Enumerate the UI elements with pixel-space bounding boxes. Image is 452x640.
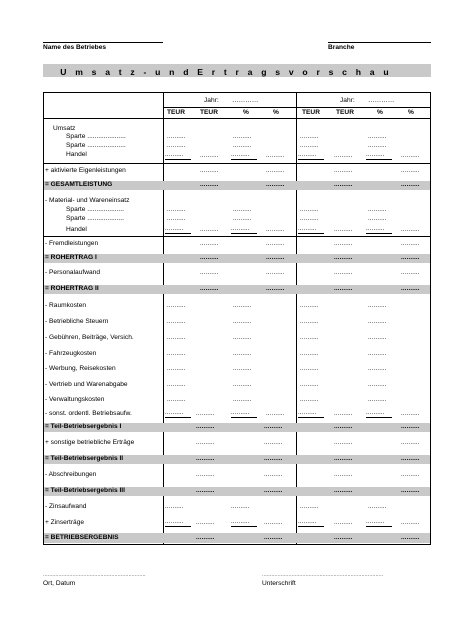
year-label-1: Jahr: bbox=[204, 97, 219, 104]
value-cell[interactable]: .......... bbox=[368, 134, 387, 140]
value-cell[interactable]: .......... bbox=[368, 397, 387, 403]
value-cell[interactable]: .......... bbox=[167, 216, 186, 222]
unit-header: TEUR bbox=[336, 109, 354, 116]
value-cell[interactable]: .......... bbox=[165, 226, 191, 234]
value-cell[interactable]: .......... bbox=[167, 335, 186, 341]
row-label-sparte: Sparte .................... bbox=[66, 206, 124, 213]
value-cell[interactable]: .......... bbox=[266, 255, 285, 261]
value-cell[interactable]: .......... bbox=[233, 216, 252, 222]
value-cell[interactable]: .......... bbox=[266, 182, 285, 188]
row-label-zinsertraege: + Zinserträge bbox=[45, 519, 85, 526]
value-cell[interactable]: .......... bbox=[401, 488, 420, 494]
value-cell[interactable]: .......... bbox=[334, 535, 353, 541]
value-cell[interactable]: .......... bbox=[366, 226, 392, 234]
place-date-label: Ort, Datum bbox=[43, 580, 76, 587]
value-cell[interactable]: .......... bbox=[368, 335, 387, 341]
value-cell[interactable]: .......... bbox=[368, 319, 387, 325]
year-value-1[interactable]: ………… bbox=[232, 97, 259, 104]
value-cell[interactable]: .......... bbox=[233, 303, 252, 309]
value-cell[interactable]: .......... bbox=[196, 456, 215, 462]
header-divider bbox=[163, 107, 431, 108]
value-cell[interactable]: .......... bbox=[334, 168, 353, 174]
value-cell[interactable]: .......... bbox=[300, 504, 319, 510]
value-cell[interactable]: .......... bbox=[264, 456, 283, 462]
row-label-verwaltung: - Verwaltungskosten bbox=[45, 396, 105, 403]
row-divider bbox=[43, 236, 431, 237]
row-divider bbox=[43, 163, 431, 164]
value-cell[interactable]: .......... bbox=[300, 216, 319, 222]
value-cell[interactable]: .......... bbox=[264, 520, 283, 526]
value-cell[interactable]: .......... bbox=[401, 456, 420, 462]
row-label-aktivierte: + aktivierte Eigenleistungen bbox=[45, 167, 126, 174]
value-cell[interactable]: .......... bbox=[401, 270, 420, 276]
unit-header: % bbox=[377, 109, 383, 116]
value-cell[interactable]: .......... bbox=[231, 152, 257, 160]
value-cell[interactable]: .......... bbox=[200, 227, 219, 233]
value-cell[interactable]: .......... bbox=[366, 152, 392, 160]
value-cell[interactable]: .......... bbox=[368, 216, 387, 222]
page-title: U m s a t z - u n d E r t r a g s v o r s c h a u bbox=[60, 67, 392, 77]
value-cell[interactable]: .......... bbox=[300, 134, 319, 140]
value-cell[interactable]: .......... bbox=[401, 472, 420, 478]
row-label-teil-2: = Teil-Betriebsergebnis II bbox=[45, 455, 124, 462]
row-label-teil-1: = Teil-Betriebsergebnis I bbox=[45, 423, 122, 430]
row-label-abschreibungen: - Abschreibungen bbox=[45, 471, 97, 478]
row-label-fremdleistungen: - Fremdleistungen bbox=[45, 240, 99, 247]
value-cell[interactable]: .......... bbox=[401, 440, 420, 446]
row-label-sparte: Sparte ..................... bbox=[66, 142, 126, 149]
value-cell[interactable]: .......... bbox=[334, 241, 353, 247]
place-date-line[interactable]: .................................................................. bbox=[43, 572, 146, 578]
value-cell[interactable]: .......... bbox=[300, 319, 319, 325]
value-cell[interactable]: .......... bbox=[233, 397, 252, 403]
unit-header: TEUR bbox=[302, 109, 320, 116]
value-cell[interactable]: .......... bbox=[368, 303, 387, 309]
value-cell[interactable]: .......... bbox=[334, 182, 353, 188]
unit-header: TEUR bbox=[200, 109, 218, 116]
row-label-umsatz: Umsatz bbox=[53, 125, 76, 132]
value-cell[interactable]: .......... bbox=[334, 153, 353, 159]
value-cell[interactable]: .......... bbox=[401, 535, 420, 541]
value-cell[interactable]: .......... bbox=[233, 351, 252, 357]
value-cell[interactable]: .......... bbox=[200, 255, 219, 261]
value-cell[interactable]: .......... bbox=[401, 255, 420, 261]
value-cell[interactable]: .......... bbox=[233, 143, 252, 149]
branch-label: Branche bbox=[328, 44, 355, 51]
value-cell[interactable]: .......... bbox=[167, 351, 186, 357]
value-cell[interactable]: .......... bbox=[200, 153, 219, 159]
value-cell[interactable]: .......... bbox=[334, 488, 353, 494]
value-cell[interactable]: .......... bbox=[298, 226, 324, 234]
row-label-sparte: Sparte .................... bbox=[66, 215, 124, 222]
value-cell[interactable]: .......... bbox=[300, 351, 319, 357]
value-cell[interactable]: .......... bbox=[401, 286, 420, 292]
value-cell[interactable]: .......... bbox=[167, 382, 186, 388]
value-cell[interactable]: .......... bbox=[165, 152, 191, 160]
value-cell[interactable]: .......... bbox=[401, 182, 420, 188]
header-bottom bbox=[43, 118, 431, 119]
value-cell[interactable]: .......... bbox=[200, 241, 219, 247]
value-cell[interactable]: .......... bbox=[366, 410, 392, 418]
value-cell[interactable]: .......... bbox=[300, 207, 319, 213]
row-label-raumkosten: - Raumkosten bbox=[45, 302, 87, 309]
value-cell[interactable]: .......... bbox=[334, 440, 353, 446]
value-cell[interactable]: .......... bbox=[264, 440, 283, 446]
value-cell[interactable]: .......... bbox=[300, 335, 319, 341]
value-cell[interactable]: .......... bbox=[233, 366, 252, 372]
value-cell[interactable]: .......... bbox=[167, 397, 186, 403]
col-divider bbox=[163, 92, 164, 545]
value-cell[interactable]: .......... bbox=[167, 143, 186, 149]
row-label-rohertrag-1: = ROHERTRAG I bbox=[45, 254, 97, 261]
value-cell[interactable]: .......... bbox=[298, 519, 324, 527]
subtotal-band bbox=[44, 254, 430, 263]
value-cell[interactable]: .......... bbox=[300, 382, 319, 388]
row-label-sonstige-ertraege: + sonstige betriebliche Erträge bbox=[45, 439, 135, 446]
value-cell[interactable]: .......... bbox=[167, 303, 186, 309]
value-cell[interactable]: .......... bbox=[334, 456, 353, 462]
value-cell[interactable]: .......... bbox=[233, 134, 252, 140]
value-cell[interactable]: .......... bbox=[264, 488, 283, 494]
value-cell[interactable]: .......... bbox=[298, 410, 324, 418]
value-cell[interactable]: .......... bbox=[368, 143, 387, 149]
signature-line[interactable]: .............................................................................. bbox=[262, 572, 384, 578]
company-name-label: Name des Betriebes bbox=[43, 44, 107, 51]
value-cell[interactable]: .......... bbox=[196, 520, 215, 526]
row-label-rohertrag-2: = ROHERTRAG II bbox=[45, 285, 99, 292]
value-cell[interactable]: .......... bbox=[231, 519, 257, 527]
value-cell[interactable]: .......... bbox=[266, 168, 285, 174]
subtotal-band bbox=[44, 285, 430, 294]
row-label-material: - Material- und Wareneinsatz bbox=[45, 197, 130, 204]
value-cell[interactable]: .......... bbox=[266, 270, 285, 276]
value-cell[interactable]: .......... bbox=[200, 270, 219, 276]
value-cell[interactable]: .......... bbox=[233, 319, 252, 325]
branch-line[interactable] bbox=[328, 42, 431, 43]
company-name-line[interactable] bbox=[43, 42, 163, 43]
value-cell[interactable]: .......... bbox=[401, 411, 420, 417]
value-cell[interactable]: .......... bbox=[231, 410, 257, 418]
row-label-zinsaufwand: - Zinsaufwand bbox=[45, 503, 87, 510]
value-cell[interactable]: .......... bbox=[334, 255, 353, 261]
row-label-betriebsergebnis: = BETRIEBSERGEBNIS bbox=[45, 534, 119, 541]
value-cell[interactable]: .......... bbox=[200, 182, 219, 188]
value-cell[interactable]: .......... bbox=[334, 424, 353, 430]
value-cell[interactable]: .......... bbox=[200, 286, 219, 292]
value-cell[interactable]: .......... bbox=[264, 535, 283, 541]
value-cell[interactable]: .......... bbox=[298, 152, 324, 160]
value-cell[interactable]: .......... bbox=[368, 366, 387, 372]
value-cell[interactable]: .......... bbox=[165, 410, 191, 418]
value-cell[interactable]: .......... bbox=[196, 488, 215, 494]
value-cell[interactable]: .......... bbox=[165, 519, 191, 527]
value-cell[interactable]: .......... bbox=[334, 411, 353, 417]
value-cell[interactable]: .......... bbox=[266, 153, 285, 159]
signature-label: Unterschrift bbox=[262, 580, 296, 587]
value-cell[interactable]: .......... bbox=[334, 472, 353, 478]
value-cell[interactable]: .......... bbox=[233, 335, 252, 341]
row-label-steuern: - Betriebliche Steuern bbox=[45, 318, 109, 325]
row-label-sparte: Sparte ..................... bbox=[66, 133, 126, 140]
value-cell[interactable]: .......... bbox=[401, 424, 420, 430]
unit-header: TEUR bbox=[167, 109, 185, 116]
value-cell[interactable]: .......... bbox=[334, 520, 353, 526]
value-cell[interactable]: .......... bbox=[196, 535, 215, 541]
value-cell[interactable]: .......... bbox=[264, 424, 283, 430]
row-label-handel: Handel bbox=[66, 151, 87, 158]
value-cell[interactable]: .......... bbox=[401, 520, 420, 526]
value-cell[interactable]: .......... bbox=[264, 472, 283, 478]
row-label-werbung: - Werbung, Reisekosten bbox=[45, 365, 116, 372]
value-cell[interactable]: .......... bbox=[266, 227, 285, 233]
value-cell[interactable]: .......... bbox=[167, 366, 186, 372]
row-label-vertrieb: - Vertrieb und Warenabgabe bbox=[45, 381, 128, 388]
value-cell[interactable]: .......... bbox=[167, 319, 186, 325]
value-cell[interactable]: .......... bbox=[167, 207, 186, 213]
value-cell[interactable]: .......... bbox=[231, 504, 250, 510]
value-cell[interactable]: .......... bbox=[401, 168, 420, 174]
col-divider bbox=[296, 92, 297, 545]
value-cell[interactable]: .......... bbox=[368, 351, 387, 357]
value-cell[interactable]: .......... bbox=[300, 397, 319, 403]
value-cell[interactable]: .......... bbox=[300, 143, 319, 149]
value-cell[interactable]: .......... bbox=[266, 411, 285, 417]
year-value-2[interactable]: ………… bbox=[368, 97, 395, 104]
value-cell[interactable]: .......... bbox=[334, 286, 353, 292]
unit-header: % bbox=[273, 109, 279, 116]
value-cell[interactable]: .......... bbox=[233, 382, 252, 388]
unit-header: % bbox=[243, 109, 249, 116]
value-cell[interactable]: .......... bbox=[196, 440, 215, 446]
row-label-personal: - Personalaufwand bbox=[45, 269, 100, 276]
unit-header: % bbox=[408, 109, 414, 116]
row-label-gesamtleistung: = GESAMTLEISTUNG bbox=[45, 181, 113, 188]
row-label-teil-3: = Teil-Betriebsergebnis III bbox=[45, 487, 125, 494]
value-cell[interactable]: .......... bbox=[196, 424, 215, 430]
value-cell[interactable]: .......... bbox=[300, 303, 319, 309]
value-cell[interactable]: .......... bbox=[196, 411, 215, 417]
value-cell[interactable]: .......... bbox=[196, 472, 215, 478]
value-cell[interactable]: .......... bbox=[401, 153, 420, 159]
value-cell[interactable]: .......... bbox=[366, 519, 392, 527]
row-label-gebuehren: - Gebühren, Beiträge, Versich. bbox=[45, 334, 134, 341]
value-cell[interactable]: .......... bbox=[368, 504, 387, 510]
value-cell[interactable]: .......... bbox=[233, 207, 252, 213]
value-cell[interactable]: .......... bbox=[368, 207, 387, 213]
row-label-fahrzeug: - Fahrzeugkosten bbox=[45, 350, 97, 357]
value-cell[interactable]: .......... bbox=[200, 168, 219, 174]
value-cell[interactable]: .......... bbox=[334, 270, 353, 276]
value-cell[interactable]: .......... bbox=[165, 504, 184, 510]
value-cell[interactable]: .......... bbox=[334, 227, 353, 233]
value-cell[interactable]: .......... bbox=[401, 241, 420, 247]
row-label-sonstige: - sonst. ordentl. Betriebsaufw. bbox=[45, 410, 132, 417]
year-label-2: Jahr: bbox=[340, 97, 355, 104]
value-cell[interactable]: .......... bbox=[231, 226, 257, 234]
value-cell[interactable]: .......... bbox=[368, 382, 387, 388]
value-cell[interactable]: .......... bbox=[300, 366, 319, 372]
value-cell[interactable]: .......... bbox=[167, 134, 186, 140]
value-cell[interactable]: .......... bbox=[266, 286, 285, 292]
value-cell[interactable]: .......... bbox=[266, 241, 285, 247]
value-cell[interactable]: .......... bbox=[401, 227, 420, 233]
row-label-handel: Handel bbox=[66, 226, 87, 233]
